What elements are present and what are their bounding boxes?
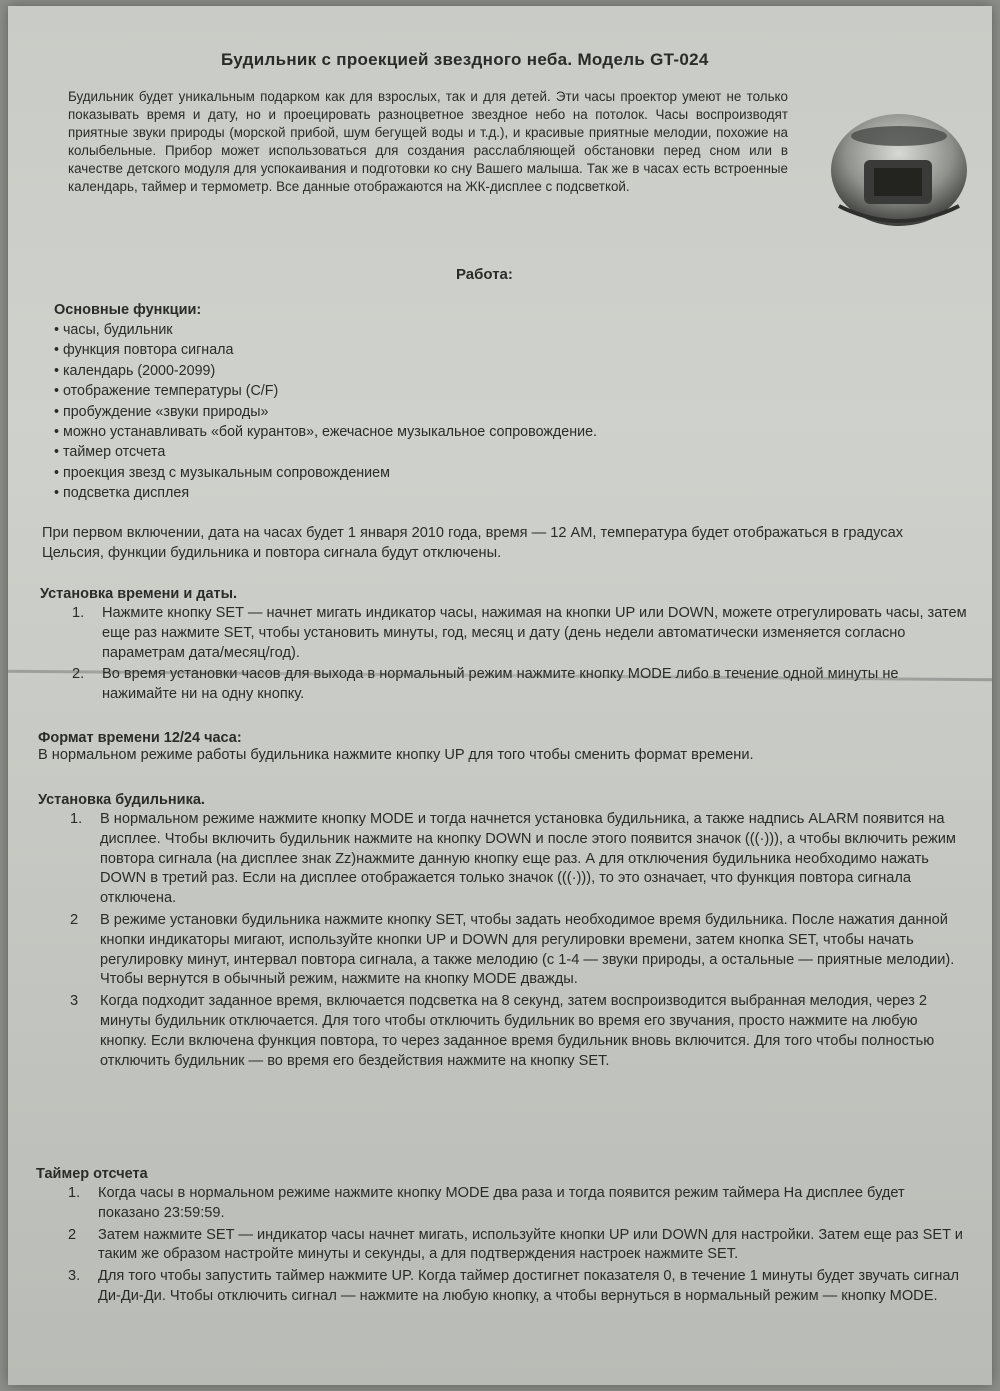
timer-heading: Таймер отсчета	[36, 1166, 148, 1182]
step-number: 2	[68, 1226, 77, 1243]
step-text: Когда подходит заданное время, включается подсветка на 8 секунд, затем воспроизводится выбранная мелодия, через 2 минуты будильник отключается. Для того чтобы отключить будильник во время его звучания, просто нажмите на любую кнопку. Если включена функция повтора, то через заданное время будильник вновь включится. Для того чтобы полностью отключить будильник — во время его бездействия нажмите на кнопку SET.	[100, 993, 935, 1069]
step-text: В режиме установки будильника нажмите кнопку SET, чтобы задать необходимое время будильника. После нажатия данной кнопки индикаторы мигают, используйте кнопки UP и DOWN для регулировки времени, затем кнопка SET, чтобы начать регулировку минут, интервал повтора сигнала, а также мелодию (с 1-4 — звуки природы, а остальные — приятные мелодии). Чтобы вернутся в обычный режим, нажмите на кнопку MODE дважды.	[100, 911, 955, 988]
time-date-section	[40, 586, 970, 707]
list-item	[40, 604, 970, 663]
timer-steps	[36, 1184, 966, 1307]
instruction-sheet	[8, 6, 992, 1385]
list-item: • пробуждение «звуки природы»	[54, 402, 794, 422]
list-item: • таймер отсчета	[54, 442, 794, 462]
time-date-steps	[40, 604, 970, 705]
intro-paragraph: Будильник будет уникальным подарком как для взрослых, так и для детей. Эти часы проектор умеют не только показывать время и дату, но и проецировать разноцветное звездное небо на потолок. Часы воспроизводят приятные звуки природы (морской прибой, шум бегущей воды и т.д.), и красивые приятные мелодии, похожие на колыбельные. Прибор может использоваться для создания расслабляющей обстановки перед сном или в качестве детского модуля для успокаивания и подготовки ко сну Вашего малыша. Так же в часах есть встроенные календарь, таймер и термометр. Все данные отображаются на ЖК-дисплее с подсветкой.	[68, 89, 788, 195]
list-item	[38, 992, 968, 1071]
step-number: 1.	[68, 1185, 81, 1201]
step-number: 2.	[72, 666, 85, 683]
alarm-heading: Установка будильника.	[38, 792, 205, 808]
alarm-steps	[38, 810, 968, 1071]
step-text: Затем нажмите SET — индикатор часы начнет мигать, используйте кнопки UP или DOWN для настройки. Затем еще раз SET и таким же образом настройте минуты и секунды, а для подтверждения настроек нажмите SET.	[98, 1226, 963, 1263]
list-item: • проекция звезд с музыкальным сопровождением	[54, 463, 794, 483]
step-text: Для того чтобы запустить таймер нажмите UP. Когда таймер достигнет показателя 0, в течение 1 минуты будет звучать сигнал Ди-Ди-Ди. Чтобы отключить сигнал — нажмите на любую кнопку, а чтобы вернуться в нормальный режим — кнопку MODE.	[98, 1268, 960, 1304]
functions-heading: Основные функции:	[54, 302, 202, 318]
format-section	[38, 730, 968, 766]
list-item	[38, 810, 968, 909]
first-start-paragraph: При первом включении, дата на часах будет 1 января 2010 года, время — 12 AM, температура будет отображаться в градусах Цельсия, функции будильника и повтора сигнала будут отключены.	[42, 525, 903, 561]
step-number: 3.	[68, 1268, 81, 1285]
list-item	[38, 911, 968, 990]
list-item: • часы, будильник	[54, 320, 794, 340]
format-text: В нормальном режиме работы будильника нажмите кнопку UP для того чтобы сменить формат времени.	[38, 747, 754, 763]
functions-list	[54, 320, 794, 504]
list-item: • можно устанавливать «бой курантов», ежечасное музыкальное сопровождение.	[54, 422, 794, 442]
list-item: • календарь (2000-2099)	[54, 361, 794, 381]
time-date-heading: Установка времени и даты.	[40, 586, 238, 602]
step-text: Когда часы в нормальном режиме нажмите кнопку MODE два раза и тогда появится режим таймера На дисплее будет показано 23:59:59.	[98, 1185, 905, 1221]
list-item	[36, 1267, 966, 1307]
list-item: • отображение температуры (C/F)	[54, 381, 794, 401]
step-text: Нажмите кнопку SET — начнет мигать индикатор часы, нажимая на кнопки UP или DOWN, можете отрегулировать часы, затем еще раз нажмите SET, чтобы установить минуты, год, месяц и дату (день недели автоматически изменяется согласно параметрам дата/месяц/год).	[102, 605, 967, 661]
timer-section	[36, 1166, 966, 1309]
list-item	[36, 1184, 966, 1224]
functions-section	[54, 302, 794, 504]
list-item: • подсветка дисплея	[54, 483, 794, 503]
work-heading: Работа:	[456, 266, 513, 283]
list-item	[36, 1226, 966, 1266]
step-number: 1.	[70, 811, 83, 827]
alarm-section	[38, 792, 968, 1073]
star-projector-clock-image	[824, 108, 974, 228]
step-text: Во время установки часов для выхода в нормальный режим нажмите кнопку MODE либо в течение одной минуты не нажимайте ни на одну кнопку.	[102, 666, 899, 703]
step-number: 3	[70, 993, 79, 1010]
step-number: 2	[70, 911, 79, 928]
format-heading: Формат времени 12/24 часа:	[38, 730, 242, 746]
step-number: 1.	[72, 605, 85, 621]
list-item	[40, 665, 970, 705]
page-title: Будильник с проекцией звездного неба. Модель GT-024	[221, 50, 709, 69]
list-item: • функция повтора сигнала	[54, 340, 794, 360]
step-text: В нормальном режиме нажмите кнопку MODE и тогда начнется установка будильника, а также надпись ALARM появится на дисплее. Чтобы включить будильник нажмите на кнопку DOWN и после этого появится значок (((·))), а чтобы включить режим повтора сигнала (на дисплее знак Zz)нажмите данную кнопку еще раз. А для отключения будильника необходимо нажать DOWN в третий раз. Если на дисплее отображается только значок (((·))), то это означает, что функция повтора сигнала отключена.	[100, 811, 956, 907]
